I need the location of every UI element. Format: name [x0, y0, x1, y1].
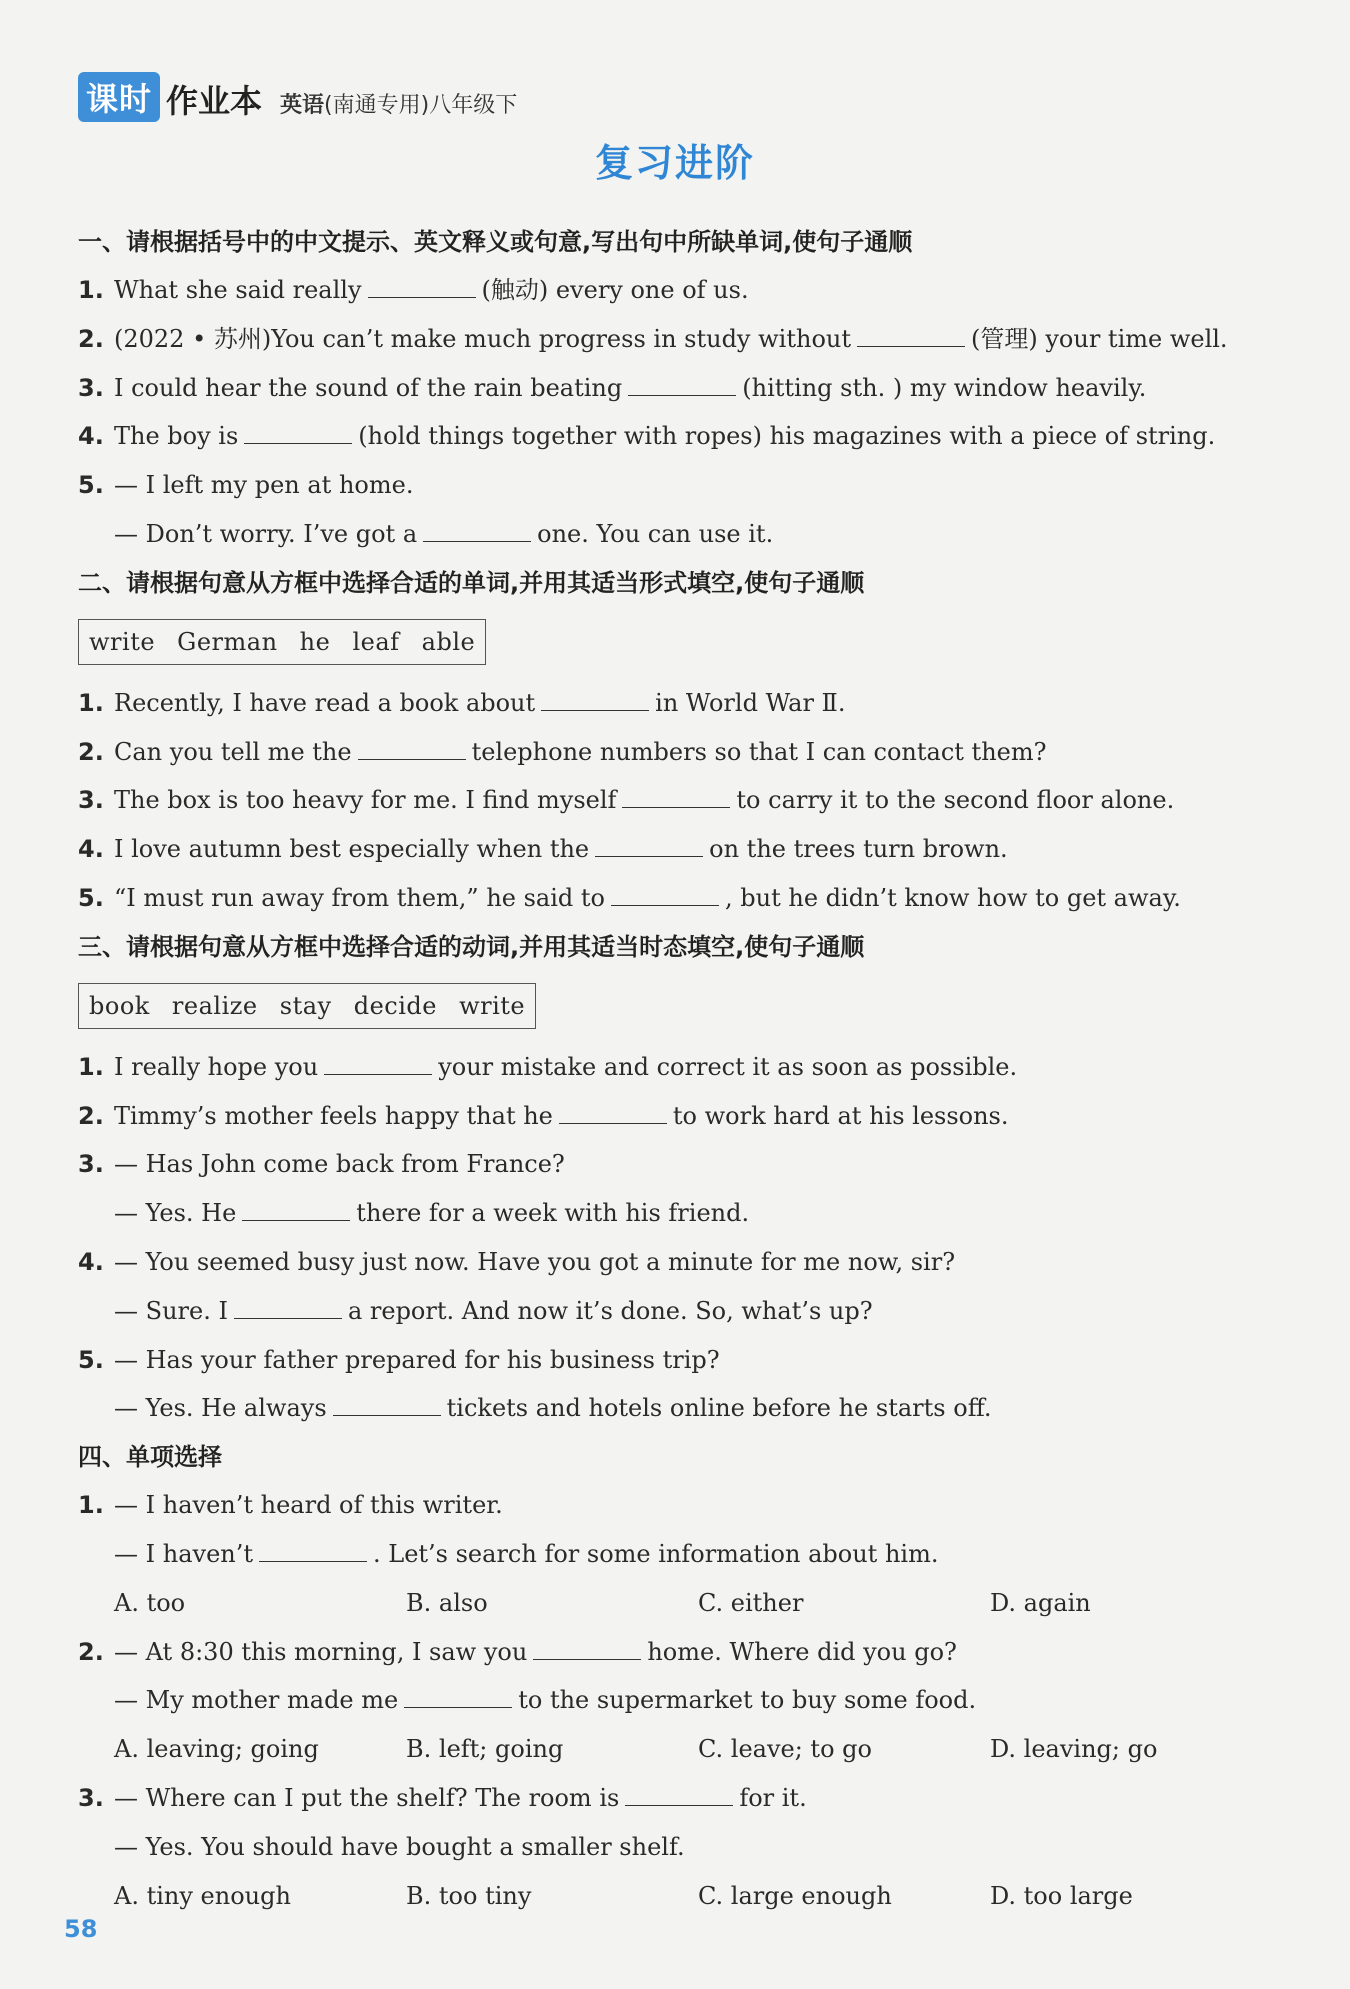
- answer-blank[interactable]: [324, 1052, 432, 1075]
- answer-blank[interactable]: [622, 785, 730, 808]
- answer-blank[interactable]: [404, 1685, 512, 1708]
- question-text: — You seemed busy just now. Have you got a minute for me now, sir?: [114, 1247, 956, 1276]
- answer-blank[interactable]: [857, 324, 965, 347]
- option-c[interactable]: C. large enough: [698, 1881, 892, 1910]
- question-text: — Yes. He: [114, 1199, 237, 1228]
- answer-blank[interactable]: [628, 373, 736, 396]
- question-line: [78, 1530, 1292, 1579]
- question-number: 5.: [78, 883, 104, 912]
- question-line: [78, 461, 1292, 510]
- option-a[interactable]: A. tiny enough: [114, 1881, 291, 1910]
- question-line: [78, 1140, 1292, 1189]
- question-line: [78, 679, 1292, 728]
- question-line: [78, 1287, 1292, 1336]
- question-text-after: to the supermarket to buy some food.: [518, 1686, 977, 1715]
- answer-options: [78, 1872, 1292, 1921]
- question-text: — Sure. I: [114, 1296, 228, 1325]
- question-text-after: a report. And now it’s done. So, what’s up?: [347, 1296, 873, 1325]
- question-text: — I haven’t heard of this writer.: [114, 1491, 503, 1520]
- question-line: [78, 1336, 1292, 1385]
- question-number: 5.: [78, 1345, 104, 1374]
- question-line: [78, 1628, 1292, 1677]
- question-line: [78, 1092, 1292, 1141]
- question-text-after: to work hard at his lessons.: [672, 1101, 1009, 1130]
- question-line: [78, 1384, 1292, 1433]
- question-text-after: (管理) your time well.: [971, 324, 1228, 353]
- book-subtitle: 英语(南通专用)八年级下: [280, 93, 518, 118]
- answer-options: [78, 1725, 1292, 1774]
- question-line: [78, 315, 1292, 364]
- question-text: — Where can I put the shelf? The room is: [114, 1783, 620, 1812]
- question-number: 1.: [78, 276, 104, 304]
- question-text: — Has your father prepared for his business trip?: [114, 1345, 720, 1374]
- word-box: write German he leaf able: [78, 619, 486, 665]
- question-number: 1.: [78, 688, 104, 717]
- question-text-after: there for a week with his friend.: [356, 1199, 750, 1228]
- answer-blank[interactable]: [242, 1198, 350, 1221]
- question-text-after: one. You can use it.: [537, 519, 774, 548]
- question-line: [78, 1043, 1292, 1092]
- answer-blank[interactable]: [541, 688, 649, 711]
- question-line: [78, 1774, 1292, 1823]
- question-number: 3.: [78, 1783, 104, 1812]
- question-text: — I haven’t: [114, 1539, 253, 1568]
- answer-blank[interactable]: [423, 519, 531, 542]
- question-number: 2.: [78, 737, 104, 766]
- option-a[interactable]: A. leaving; going: [114, 1735, 319, 1764]
- question-text-after: (hitting sth. ) my window heavily.: [742, 373, 1147, 402]
- question-line: [78, 364, 1292, 413]
- question-number: 2.: [78, 1101, 104, 1130]
- question-line: [78, 1481, 1292, 1530]
- option-b[interactable]: B. too tiny: [406, 1881, 532, 1910]
- question-number: 4.: [78, 835, 104, 864]
- question-text-after: for it.: [739, 1783, 807, 1812]
- question-text: — Yes. You should have bought a smaller shelf.: [114, 1832, 685, 1861]
- question-number: 3.: [78, 1150, 104, 1179]
- question-text: (2022 • 苏州)You can’t make much progress in study without: [114, 324, 851, 353]
- answer-blank[interactable]: [259, 1539, 367, 1562]
- word-box: book realize stay decide write: [78, 983, 536, 1029]
- question-text: “I must run away from them,” he said to: [114, 883, 606, 912]
- question-text: — At 8:30 this morning, I saw you: [114, 1637, 528, 1666]
- question-line: [78, 874, 1292, 923]
- question-line: [78, 1238, 1292, 1287]
- answer-options: [78, 1579, 1292, 1628]
- exercise-content: [78, 218, 1292, 1920]
- question-text: The boy is: [114, 422, 239, 451]
- question-text-after: on the trees turn brown.: [709, 835, 1008, 864]
- question-line: [78, 776, 1292, 825]
- question-number: 1.: [78, 1491, 104, 1520]
- option-c[interactable]: C. leave; to go: [698, 1735, 872, 1764]
- question-number: 3.: [78, 786, 104, 815]
- section-heading: 一、请根据括号中的中文提示、英文释义或句意,写出句中所缺单词,使句子通顺: [78, 228, 913, 256]
- question-text: Timmy’s mother feels happy that he: [114, 1101, 553, 1130]
- question-text-after: to carry it to the second floor alone.: [736, 786, 1175, 815]
- answer-blank[interactable]: [595, 834, 703, 857]
- question-text: Can you tell me the: [114, 737, 352, 766]
- answer-blank[interactable]: [611, 883, 719, 906]
- section-heading: 四、单项选择: [78, 1443, 222, 1472]
- question-text-after: telephone numbers so that I can contact them?: [471, 737, 1047, 766]
- option-d[interactable]: D. too large: [990, 1881, 1133, 1910]
- question-line: [78, 825, 1292, 874]
- answer-blank[interactable]: [333, 1393, 441, 1416]
- question-number: 1.: [78, 1052, 104, 1081]
- question-text: What she said really: [114, 276, 362, 304]
- answer-blank[interactable]: [234, 1296, 342, 1319]
- page-title: 复习进阶: [594, 141, 755, 185]
- logo-text: 作业本: [166, 82, 263, 120]
- answer-blank[interactable]: [244, 421, 352, 444]
- question-number: 5.: [78, 471, 104, 500]
- question-text-after: in World War Ⅱ.: [655, 688, 846, 717]
- question-text: The box is too heavy for me. I find myself: [114, 786, 617, 815]
- question-text: Recently, I have read a book about: [114, 688, 536, 717]
- question-text-after: (hold things together with ropes) his magazines with a piece of string.: [358, 422, 1216, 451]
- question-line: [78, 1823, 1292, 1872]
- question-text-after: , but he didn’t know how to get away.: [725, 883, 1181, 912]
- question-text: I could hear the sound of the rain beating: [114, 373, 623, 402]
- page-header: [78, 72, 517, 122]
- question-line: [78, 412, 1292, 461]
- question-number: 4.: [78, 422, 104, 451]
- answer-blank[interactable]: [559, 1101, 667, 1124]
- question-line: [78, 1676, 1292, 1725]
- question-text: — Don’t worry. I’ve got a: [114, 519, 418, 548]
- option-b[interactable]: B. left; going: [406, 1735, 564, 1764]
- option-a[interactable]: A. too: [114, 1588, 186, 1617]
- question-text-after: . Let’s search for some information about him.: [373, 1539, 939, 1568]
- question-text: — My mother made me: [114, 1686, 399, 1715]
- question-line: [78, 266, 1292, 315]
- answer-blank[interactable]: [625, 1783, 733, 1806]
- option-d[interactable]: D. leaving; go: [990, 1735, 1158, 1764]
- question-text-after: your mistake and correct it as soon as possible.: [438, 1052, 1018, 1081]
- answer-blank[interactable]: [358, 737, 466, 760]
- option-c[interactable]: C. either: [698, 1588, 804, 1617]
- question-text: — I left my pen at home.: [114, 471, 414, 500]
- question-line: [78, 728, 1292, 777]
- answer-blank[interactable]: [368, 275, 476, 298]
- question-text: I love autumn best especially when the: [114, 835, 590, 864]
- question-text: — Has John come back from France?: [114, 1150, 565, 1179]
- question-text-after: home. Where did you go?: [647, 1637, 957, 1666]
- question-text-after: tickets and hotels online before he starts off.: [446, 1394, 992, 1423]
- option-d[interactable]: D. again: [990, 1588, 1091, 1617]
- section-heading: 三、请根据句意从方框中选择合适的动词,并用其适当时态填空,使句子通顺: [78, 932, 865, 961]
- question-text-after: (触动) every one of us.: [481, 276, 749, 304]
- question-number: 3.: [78, 373, 104, 402]
- option-b[interactable]: B. also: [406, 1588, 488, 1617]
- section-heading: 二、请根据句意从方框中选择合适的单词,并用其适当形式填空,使句子通顺: [78, 568, 865, 597]
- question-number: 2.: [78, 324, 104, 353]
- question-line: [78, 1189, 1292, 1238]
- question-text: — Yes. He always: [114, 1394, 327, 1423]
- question-number: 4.: [78, 1247, 104, 1276]
- page-number: 58: [64, 1915, 98, 1943]
- question-line: [78, 510, 1292, 559]
- logo: 课时: [78, 72, 160, 122]
- question-number: 2.: [78, 1637, 104, 1666]
- question-text: I really hope you: [114, 1052, 319, 1081]
- answer-blank[interactable]: [533, 1637, 641, 1660]
